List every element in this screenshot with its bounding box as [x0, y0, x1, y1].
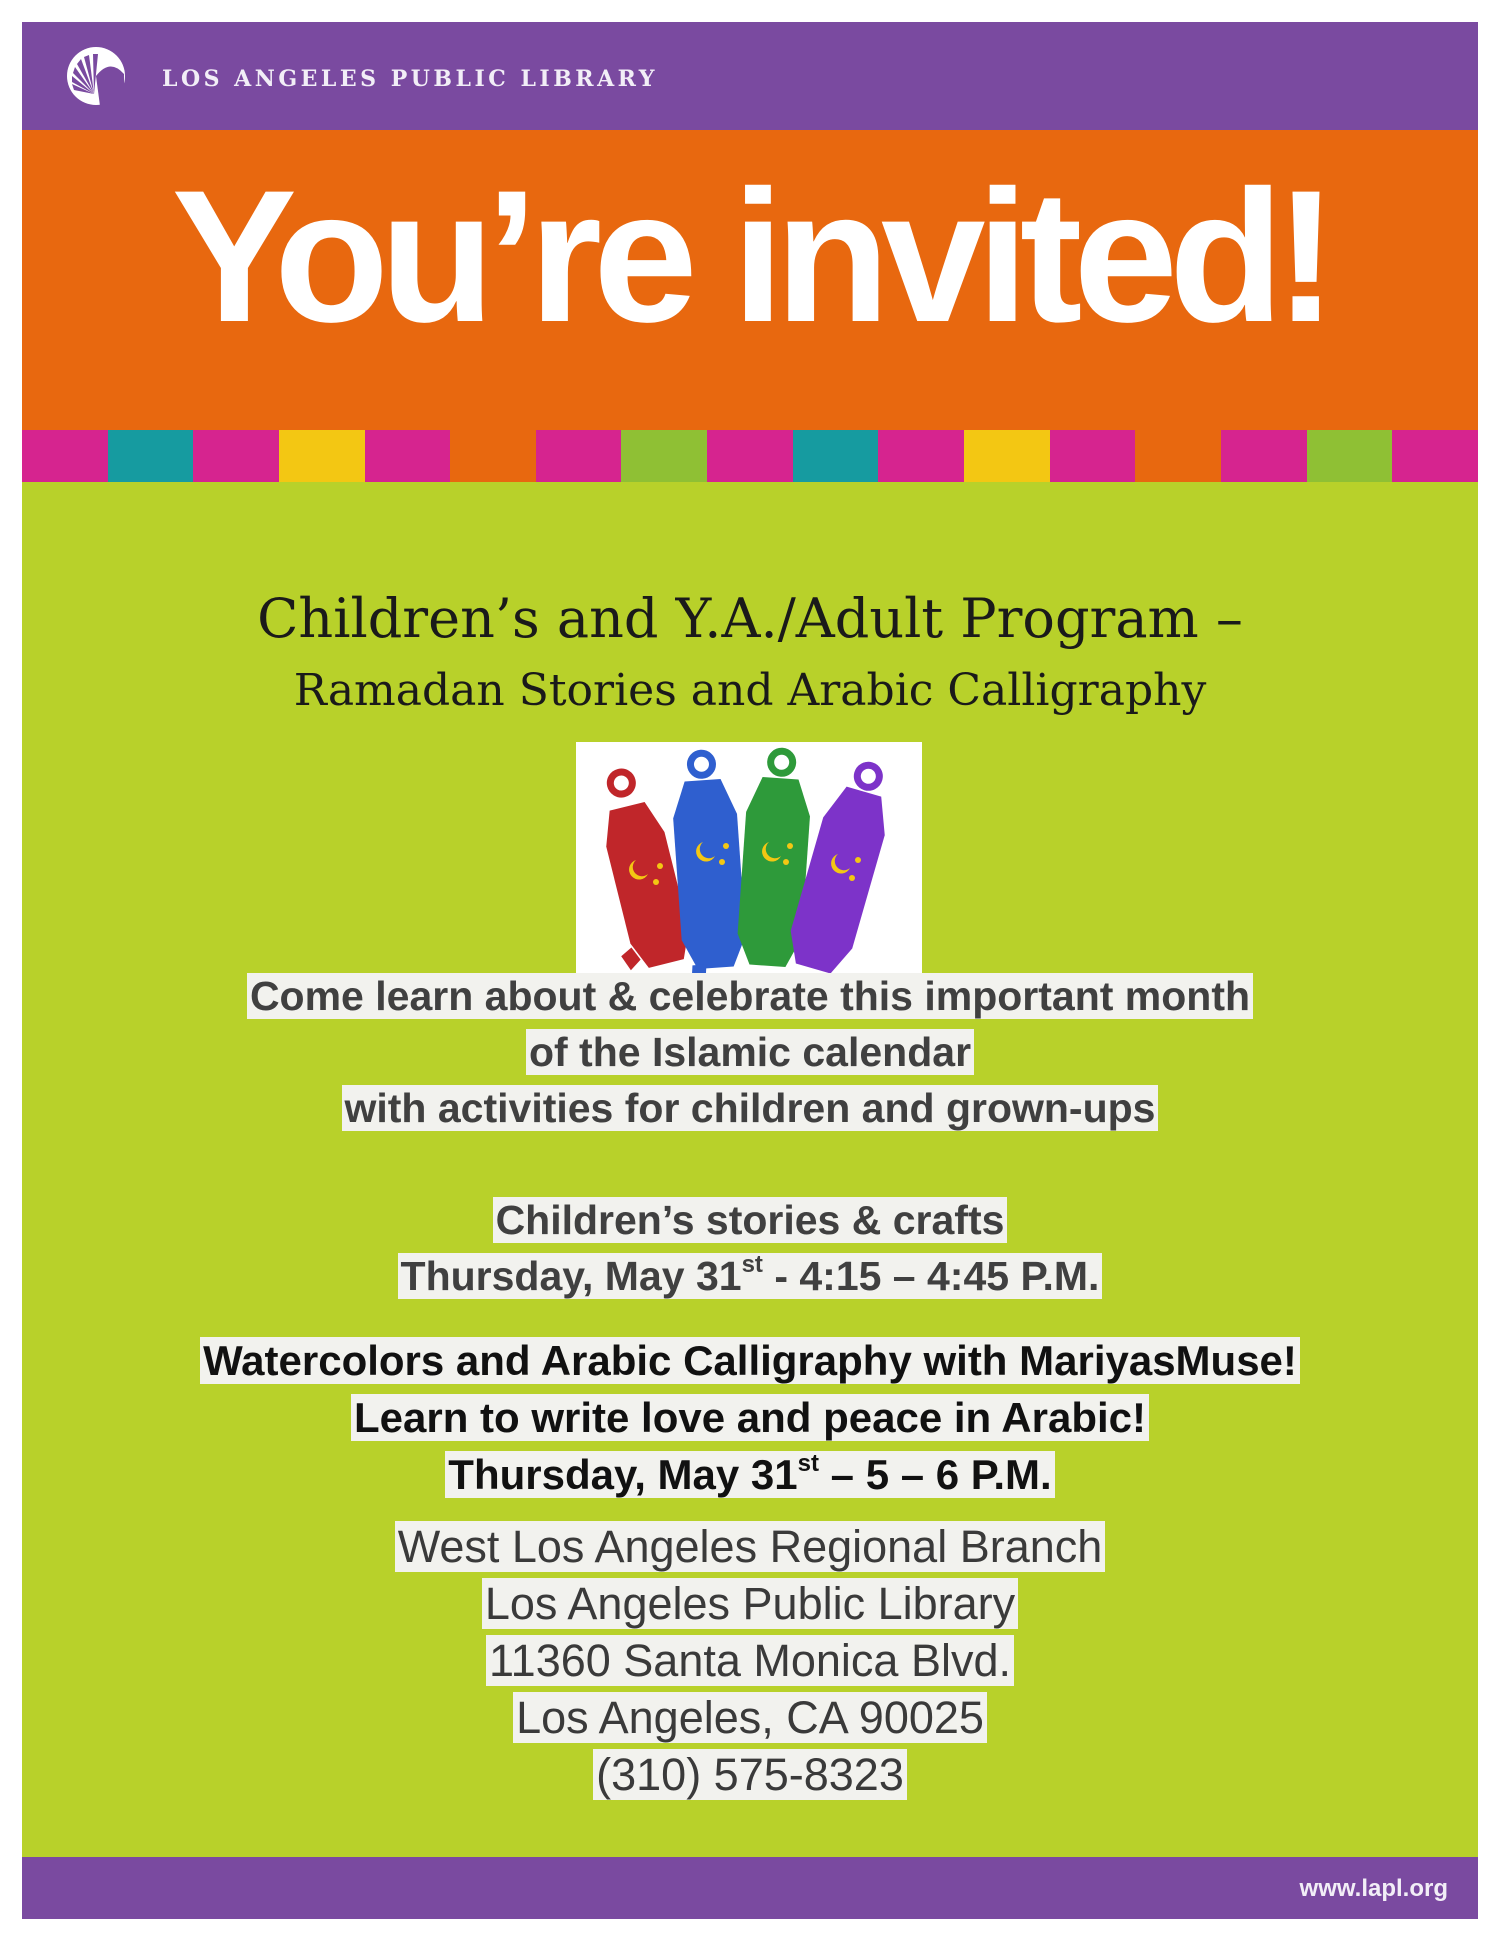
intro-text [22, 968, 1478, 1136]
headline: You’re invited! [171, 151, 1329, 361]
program-subtitle: Ramadan Stories and Arabic Calligraphy [293, 665, 1207, 716]
branch-name: West Los Angeles Regional Branch [395, 1521, 1106, 1572]
strip-square [536, 430, 622, 482]
phone-number[interactable]: (310) 575-8323 [593, 1749, 907, 1800]
strip-square [621, 430, 707, 482]
strip-square [193, 430, 279, 482]
strip-square [1221, 430, 1307, 482]
session-calligraphy-title: Watercolors and Arabic Calligraphy with MariyasMuse! [200, 1337, 1300, 1384]
strip-square [1135, 430, 1221, 482]
strip-square [365, 430, 451, 482]
strip-square [878, 430, 964, 482]
strip-square [1050, 430, 1136, 482]
strip-square [707, 430, 793, 482]
library-name: LOS ANGELES PUBLIC LIBRARY [162, 66, 658, 92]
session-calligraphy-time: Thursday, May 31st – 5 – 6 P.M. [445, 1451, 1054, 1498]
strip-square [1392, 430, 1478, 482]
street-address: 11360 Santa Monica Blvd. [486, 1635, 1014, 1686]
flyer [22, 22, 1478, 1919]
strip-square [793, 430, 879, 482]
location-block [22, 1518, 1478, 1803]
intro-line-1: Come learn about & celebrate this important month [247, 973, 1253, 1019]
intro-line-2: of the Islamic calendar [526, 1029, 974, 1075]
session-stories-title: Children’s stories & crafts [493, 1197, 1008, 1243]
session-calligraphy [22, 1332, 1478, 1503]
strip-square [108, 430, 194, 482]
session-calligraphy-tagline: Learn to write love and peace in Arabic! [351, 1394, 1149, 1441]
header-bar [22, 22, 1478, 130]
decorative-square-strip [22, 430, 1478, 482]
lapl-sunburst-logo-icon [66, 46, 126, 106]
website-link[interactable]: www.lapl.org [1299, 1875, 1448, 1902]
strip-square [22, 430, 108, 482]
strip-square [964, 430, 1050, 482]
ramadan-paper-lanterns-icon [576, 742, 922, 996]
strip-square [450, 430, 536, 482]
library-line: Los Angeles Public Library [482, 1578, 1018, 1629]
program-title: Children’s and Y.A./Adult Program – [257, 587, 1243, 650]
session-stories-time: Thursday, May 31st - 4:15 – 4:45 P.M. [398, 1253, 1103, 1299]
intro-line-3: with activities for children and grown-ups [342, 1085, 1159, 1131]
headline-band [22, 130, 1478, 430]
strip-square [279, 430, 365, 482]
strip-square [1307, 430, 1393, 482]
footer-bar [22, 1857, 1478, 1919]
session-stories [22, 1192, 1478, 1304]
lantern-image [576, 742, 922, 996]
city-state-zip: Los Angeles, CA 90025 [513, 1692, 987, 1743]
